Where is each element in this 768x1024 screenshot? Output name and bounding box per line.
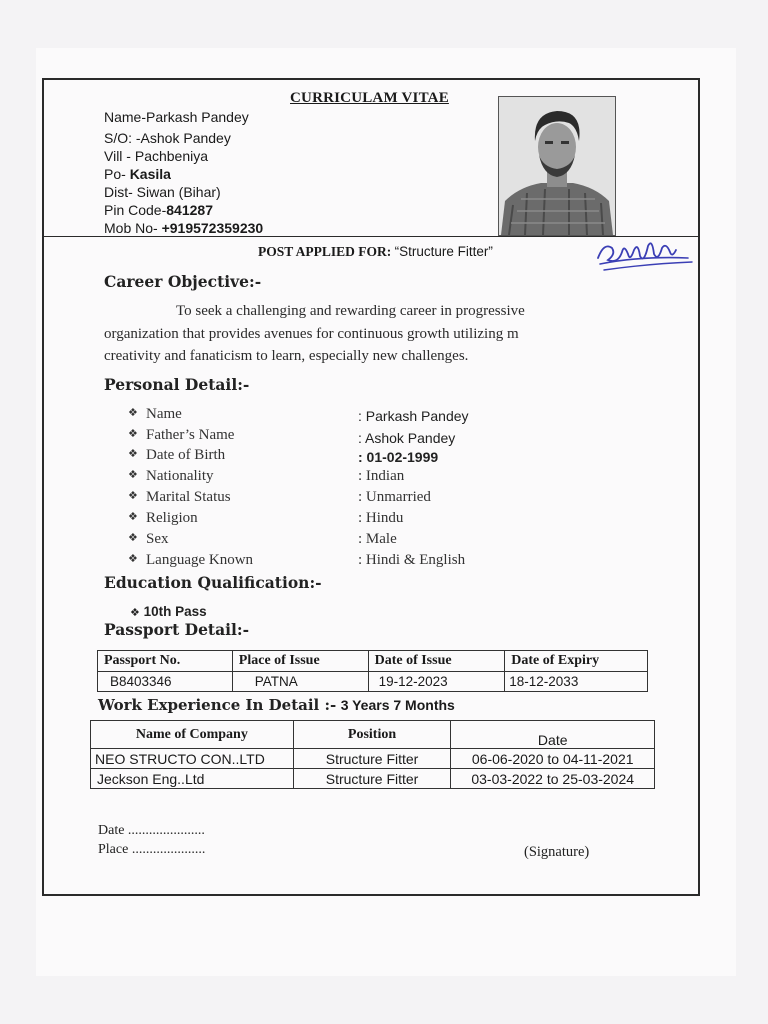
handwritten-signature <box>590 234 700 274</box>
post-value: “Structure Fitter” <box>394 244 493 259</box>
work-company: NEO STRUCTO CON..LTD <box>91 749 294 769</box>
po-value: Kasila <box>129 166 171 182</box>
row-label: Father’s Name <box>146 427 235 443</box>
personal-value-dob: : 01-02-1999 <box>358 449 439 465</box>
bullet-icon: ❖ <box>128 427 138 440</box>
work-table <box>90 720 655 789</box>
career-line-1: To seek a challenging and rewarding career in progressive <box>176 303 525 319</box>
po-label: Po- <box>104 166 126 182</box>
passport-heading: Passport Detail:- <box>104 620 250 639</box>
work-duration: 3 Years 7 Months <box>340 697 455 713</box>
passport-col-place: Place of Issue <box>232 651 368 672</box>
bullet-icon: ❖ <box>128 468 138 481</box>
mobile-line <box>104 219 263 237</box>
work-position: Structure Fitter <box>293 749 451 769</box>
row-label: Marital Status <box>146 489 231 505</box>
footer-place: Place ..................... <box>98 842 206 857</box>
mobile-label: Mob No- <box>104 220 158 236</box>
work-date: 06-06-2020 to 04-11-2021 <box>451 749 655 769</box>
village-line: Vill - Pachbeniya <box>104 148 209 164</box>
applicant-name: Name-Parkash Pandey <box>104 109 249 125</box>
work-header-row <box>91 721 655 749</box>
pin-value: 841287 <box>166 202 213 218</box>
row-label: Religion <box>146 510 198 526</box>
document-title: CURRICULAM VITAE <box>290 90 449 106</box>
applicant-photo <box>498 96 616 236</box>
mobile-value: +919572359230 <box>161 220 264 236</box>
bullet-icon: ❖ <box>128 447 138 460</box>
row-label: Language Known <box>146 552 254 568</box>
photo-portrait <box>499 97 615 235</box>
row-label: Sex <box>146 531 169 547</box>
post-label: POST APPLIED FOR: <box>258 244 392 259</box>
career-objective-text <box>104 300 604 368</box>
bullet-icon: ❖ <box>128 531 138 544</box>
passport-issue-date: 19-12-2023 <box>368 672 505 692</box>
work-position: Structure Fitter <box>293 769 451 789</box>
passport-col-number: Passport No. <box>98 651 233 672</box>
bullet-icon: ❖ <box>130 606 140 619</box>
passport-data-row <box>98 672 648 692</box>
personal-value-sex: : Male <box>358 531 397 547</box>
row-label: Nationality <box>146 468 214 484</box>
work-company: Jeckson Eng..Ltd <box>91 769 294 789</box>
row-label: Date of Birth <box>146 447 226 463</box>
post-applied <box>258 244 493 260</box>
bullet-icon: ❖ <box>128 489 138 502</box>
work-col-company: Name of Company <box>91 721 294 749</box>
education-heading: Education Qualification:- <box>104 573 322 592</box>
passport-place: PATNA <box>232 672 368 692</box>
signature-label: (Signature) <box>524 844 590 860</box>
row-label: Name <box>146 406 182 422</box>
bullet-icon: ❖ <box>128 552 138 565</box>
passport-table <box>97 650 648 692</box>
pin-label: Pin Code- <box>104 202 167 218</box>
personal-value-marital: : Unmarried <box>358 489 431 505</box>
career-line-2: organization that provides avenues for continuous growth utilizing m <box>104 325 519 342</box>
footer-date: Date ...................... <box>98 823 205 838</box>
work-date: 03-03-2022 to 25-03-2024 <box>451 769 655 789</box>
po-line <box>104 165 171 183</box>
work-heading-label: Work Experience In Detail :- <box>98 696 337 714</box>
district-line: Dist- Siwan (Bihar) <box>104 184 221 200</box>
passport-expiry-date: 18-12-2033 <box>505 672 648 692</box>
father-line: S/O: -Ashok Pandey <box>104 130 231 146</box>
passport-col-expiry-date: Date of Expiry <box>505 651 648 672</box>
personal-value-name: : Parkash Pandey <box>358 408 469 424</box>
work-heading <box>98 696 455 715</box>
personal-value-religion: : Hindu <box>358 510 404 526</box>
bullet-icon: ❖ <box>128 406 138 419</box>
passport-col-issue-date: Date of Issue <box>368 651 505 672</box>
education-item-text: 10th Pass <box>143 604 207 619</box>
bullet-icon: ❖ <box>128 510 138 523</box>
pin-line <box>104 201 213 219</box>
career-objective-heading: Career Objective:- <box>104 272 262 291</box>
personal-detail-heading: Personal Detail:- <box>104 375 250 394</box>
career-line-3: creativity and fanaticism to learn, especially new challenges. <box>104 348 469 364</box>
personal-value-language: : Hindi & English <box>358 552 466 568</box>
education-item <box>130 604 207 619</box>
work-row <box>91 749 655 769</box>
work-col-position: Position <box>293 721 451 749</box>
passport-header-row <box>98 651 648 672</box>
work-col-date: Date <box>451 721 655 749</box>
work-row <box>91 769 655 789</box>
personal-value-nationality: : Indian <box>358 468 405 484</box>
passport-number: B8403346 <box>98 672 233 692</box>
personal-value-father: : Ashok Pandey <box>358 430 456 446</box>
